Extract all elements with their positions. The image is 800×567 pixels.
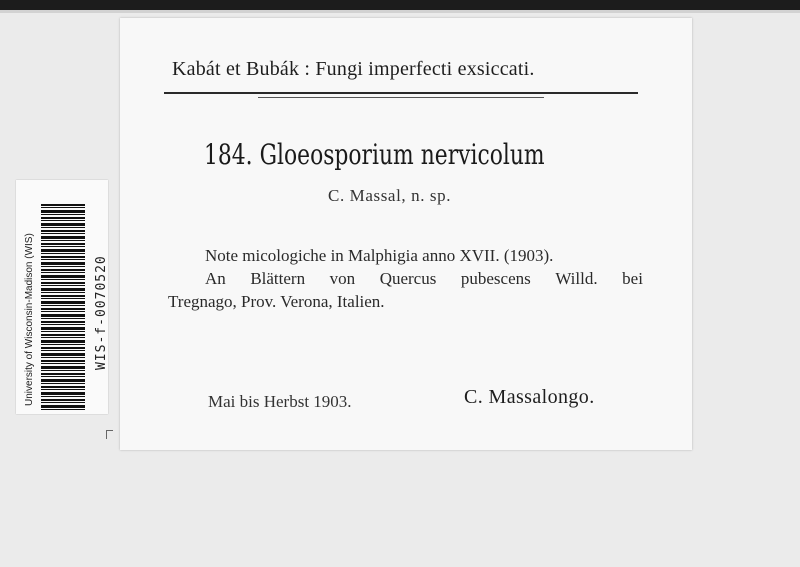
locality-word: Blättern [250,269,306,288]
corner-mark [106,430,113,439]
collection-date: Mai bis Herbst 1903. [208,392,352,411]
header-rule-secondary [258,97,544,98]
locality-note-line-2: Tregnago, Prov. Verona, Italien. [168,292,385,311]
barcode-id: WIS-f-0070520 [94,255,109,370]
publication-note: Note micologiche in Malphigia anno XVII. (1903). [205,246,554,265]
header-rule [164,92,638,94]
barcode-label [16,180,108,414]
locality-word: Quercus [379,269,437,288]
sheet-top-edge [0,10,800,13]
locality-note-line-1 [168,267,648,290]
species-authority: C. Massal, n. sp. [328,186,452,205]
barcode-institution: University of Wisconsin-Madison (WIS) [24,233,35,406]
locality-word: bei [622,269,643,288]
barcode-icon [41,204,85,410]
locality-word: von [329,269,356,288]
locality-word: An [205,269,226,288]
species-name: 184. Gloeosporium nervicolum [204,138,545,171]
specimen-label [120,18,692,450]
collector-name: C. Massalongo. [464,386,595,408]
locality-word: Willd. [555,269,598,288]
specimen-notes [168,244,648,313]
series-header: Kabát et Bubák : Fungi imperfecti exsiccati. [172,58,535,80]
locality-word: pubescens [460,269,531,288]
